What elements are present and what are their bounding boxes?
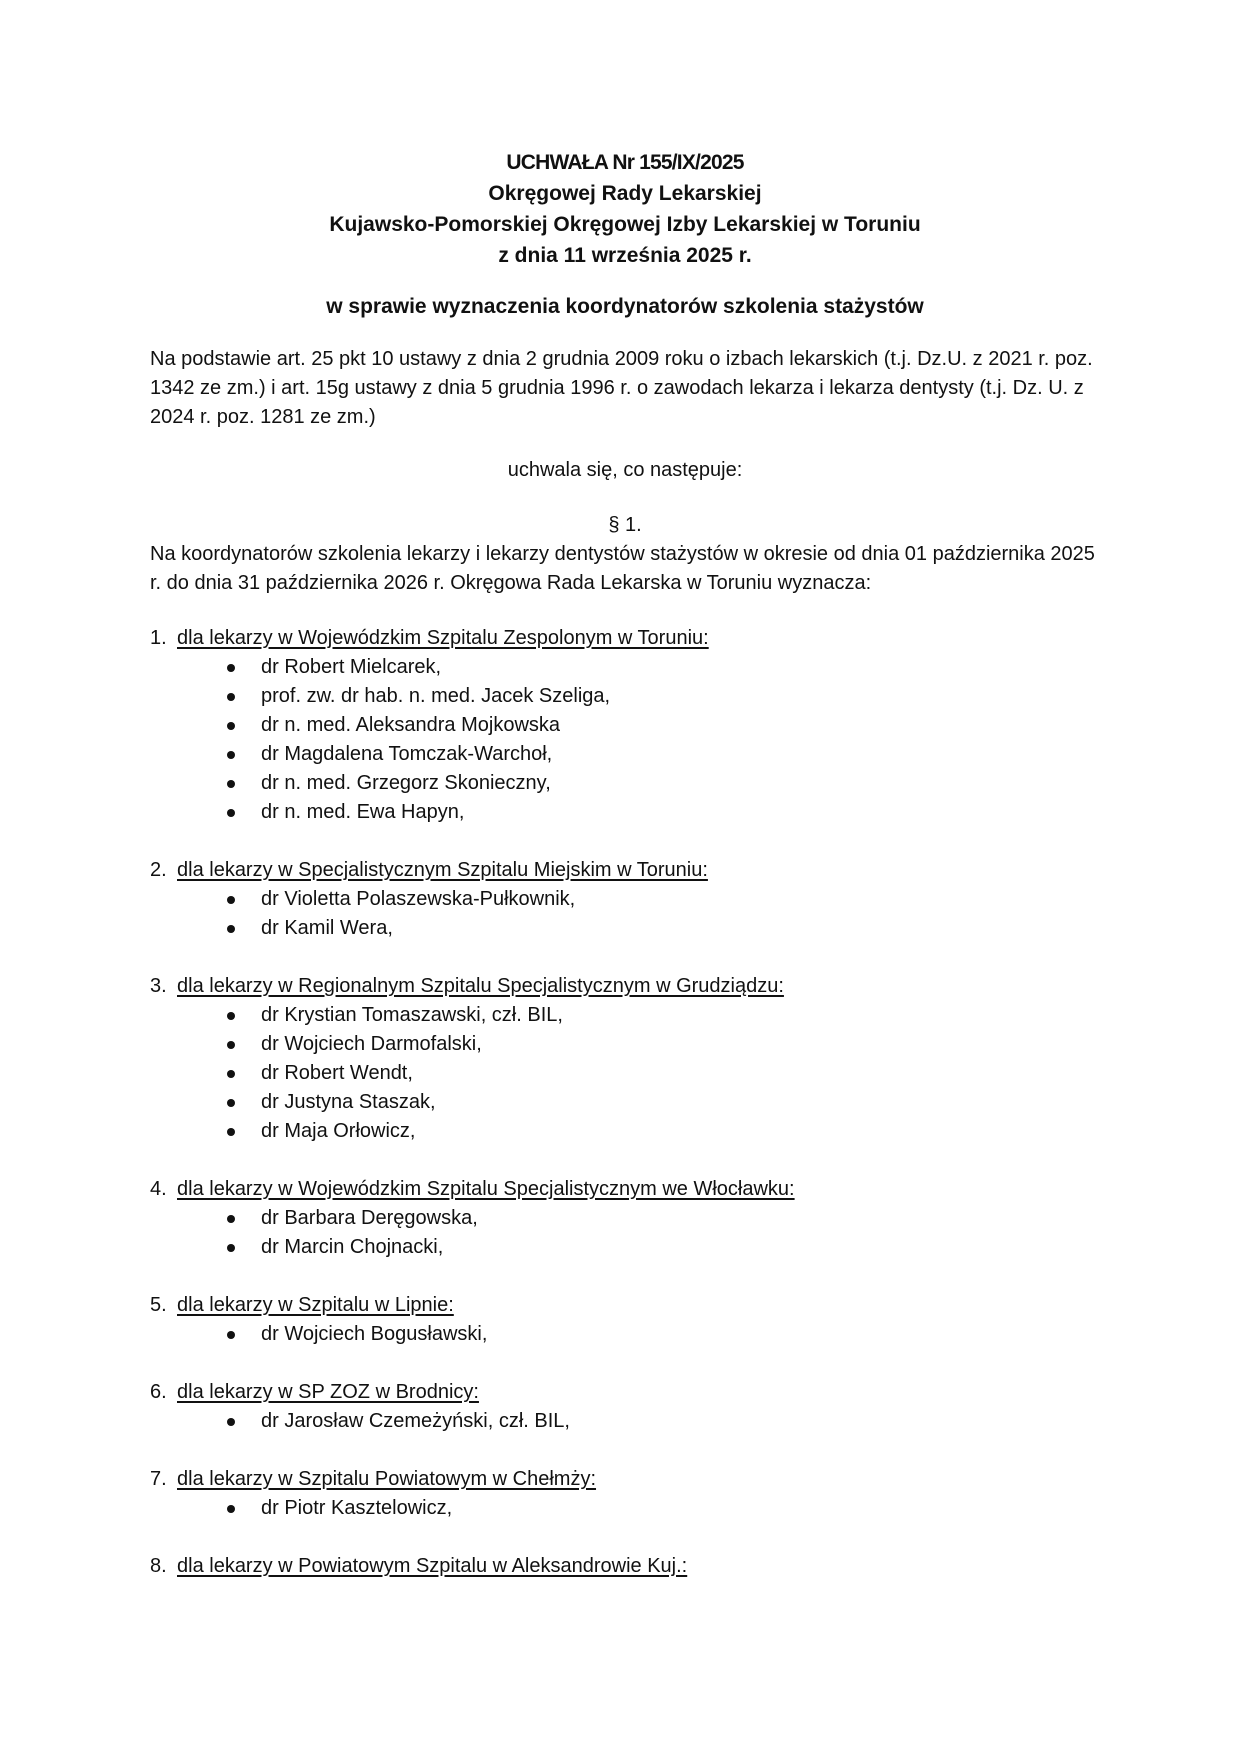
bullet-icon bbox=[227, 693, 235, 701]
coordinator-names bbox=[150, 1320, 1100, 1349]
hospital-label: dla lekarzy w Specjalistycznym Szpitalu Miejskim w Toruniu: bbox=[177, 859, 708, 881]
coordinator-name: dr Piotr Kasztelowicz, bbox=[261, 1497, 453, 1519]
coordinator-name: dr Magdalena Tomczak-Warchoł, bbox=[261, 743, 553, 765]
list-item bbox=[150, 1059, 1100, 1088]
coordinator-names bbox=[150, 885, 1100, 943]
hospital-section bbox=[150, 624, 1100, 827]
list-item bbox=[150, 1204, 1100, 1233]
coordinator-names bbox=[150, 1494, 1100, 1523]
coordinator-names bbox=[150, 653, 1100, 827]
bullet-icon bbox=[227, 722, 235, 730]
list-item bbox=[150, 914, 1100, 943]
section-number: 3. bbox=[150, 975, 167, 997]
coordinator-name: dr Kamil Wera, bbox=[261, 917, 393, 939]
bullet-icon bbox=[227, 1331, 235, 1339]
bullet-icon bbox=[227, 780, 235, 788]
hospital-section bbox=[150, 1291, 1100, 1349]
hospital-label: dla lekarzy w Powiatowym Szpitalu w Aleksandrowie Kuj.: bbox=[177, 1555, 688, 1577]
coordinator-names bbox=[150, 1001, 1100, 1146]
resolves-clause: uchwala się, co następuje: bbox=[507, 459, 743, 481]
list-item bbox=[150, 1117, 1100, 1146]
coordinator-name: dr Krystian Tomaszawski, czł. BIL, bbox=[261, 1004, 563, 1026]
bullet-icon bbox=[227, 1070, 235, 1078]
list-item bbox=[150, 885, 1100, 914]
hospital-section bbox=[150, 1175, 1100, 1262]
hospital-heading bbox=[150, 624, 1100, 653]
bullet-icon bbox=[227, 1012, 235, 1020]
bullet-icon bbox=[227, 751, 235, 759]
hospital-heading bbox=[150, 1291, 1100, 1320]
hospital-label: dla lekarzy w SP ZOZ w Brodnicy: bbox=[177, 1381, 479, 1403]
list-item bbox=[150, 1320, 1100, 1349]
hospital-label: dla lekarzy w Szpitalu Powiatowym w Chełmży: bbox=[177, 1468, 597, 1490]
section-number: 6. bbox=[150, 1381, 167, 1403]
section-number: 1. bbox=[150, 627, 167, 649]
hospital-heading bbox=[150, 856, 1100, 885]
list-item bbox=[150, 711, 1100, 740]
coordinator-names bbox=[150, 1407, 1100, 1436]
bullet-icon bbox=[227, 809, 235, 817]
bullet-icon bbox=[227, 664, 235, 672]
hospital-label: dla lekarzy w Wojewódzkim Szpitalu Specjalistycznym we Włocławku: bbox=[177, 1178, 795, 1200]
coordinator-name: dr n. med. Grzegorz Skonieczny, bbox=[261, 772, 551, 794]
coordinator-name: dr Justyna Staszak, bbox=[261, 1091, 436, 1113]
list-item bbox=[150, 1407, 1100, 1436]
bullet-icon bbox=[227, 1244, 235, 1252]
bullet-icon bbox=[227, 1215, 235, 1223]
section-number: 4. bbox=[150, 1178, 167, 1200]
bullet-icon bbox=[227, 1099, 235, 1107]
coordinator-name: dr Jarosław Czemeżyński, czł. BIL, bbox=[261, 1410, 570, 1432]
resolution-header bbox=[150, 147, 1100, 271]
coordinator-name: dr Robert Mielcarek, bbox=[261, 656, 442, 678]
hospital-label: dla lekarzy w Wojewódzkim Szpitalu Zespolonym w Toruniu: bbox=[177, 627, 709, 649]
chamber-name: Kujawsko-Pomorskiej Okręgowej Izby Lekarskiej w Toruniu bbox=[329, 213, 921, 236]
list-item bbox=[150, 1233, 1100, 1262]
section-number: 2. bbox=[150, 859, 167, 881]
coordinator-name: dr Wojciech Darmofalski, bbox=[261, 1033, 482, 1055]
issuing-body: Okręgowej Rady Lekarskiej bbox=[488, 182, 762, 205]
bullet-icon bbox=[227, 1505, 235, 1513]
hospital-section bbox=[150, 1552, 1100, 1581]
legal-basis: Na podstawie art. 25 pkt 10 ustawy z dnia 2 grudnia 2009 roku o izbach lekarskich (t.j. Dz.U. z 2021 r. poz. 1342 ze zm.) i art. 15g ustawy z dnia 5 grudnia 1996 r. o zawodach lekarza i lekarza dentysty (t.j. Dz. U. z 2024 r. poz. 1281 ze zm.) bbox=[150, 348, 1093, 428]
bullet-icon bbox=[227, 896, 235, 904]
hospital-heading bbox=[150, 1552, 1100, 1581]
coordinator-name: dr n. med. Ewa Hapyn, bbox=[261, 801, 465, 823]
hospital-label: dla lekarzy w Regionalnym Szpitalu Specjalistycznym w Grudziądzu: bbox=[177, 975, 784, 997]
coordinator-name: prof. zw. dr hab. n. med. Jacek Szeliga, bbox=[261, 685, 611, 707]
list-item bbox=[150, 1001, 1100, 1030]
resolution-subject: w sprawie wyznaczenia koordynatorów szkolenia stażystów bbox=[326, 295, 924, 318]
coordinator-name: dr Maja Orłowicz, bbox=[261, 1120, 416, 1142]
hospital-heading bbox=[150, 1378, 1100, 1407]
paragraph-mark: § 1. bbox=[608, 514, 642, 536]
coordinator-name: dr Barbara Deręgowska, bbox=[261, 1207, 478, 1229]
bullet-icon bbox=[227, 1041, 235, 1049]
hospital-label: dla lekarzy w Szpitalu w Lipnie: bbox=[177, 1294, 454, 1316]
list-item bbox=[150, 1030, 1100, 1059]
section-number: 5. bbox=[150, 1294, 167, 1316]
section-number: 7. bbox=[150, 1468, 167, 1490]
hospital-heading bbox=[150, 1465, 1100, 1494]
hospital-section bbox=[150, 1378, 1100, 1436]
hospital-section bbox=[150, 972, 1100, 1146]
list-item bbox=[150, 1088, 1100, 1117]
resolution-number: UCHWAŁA Nr 155/IX/2025 bbox=[506, 151, 744, 174]
list-item bbox=[150, 769, 1100, 798]
coordinator-name: dr Robert Wendt, bbox=[261, 1062, 413, 1084]
hospital-section bbox=[150, 856, 1100, 943]
bullet-icon bbox=[227, 1128, 235, 1136]
list-item bbox=[150, 653, 1100, 682]
paragraph-intro: Na koordynatorów szkolenia lekarzy i lekarzy dentystów stażystów w okresie od dnia 01 października 2025 r. do dnia 31 października 2026 r. Okręgowa Rada Lekarska w Toruniu wyznacza: bbox=[150, 543, 1095, 594]
list-item bbox=[150, 798, 1100, 827]
section-number: 8. bbox=[150, 1555, 167, 1577]
resolution-date: z dnia 11 września 2025 r. bbox=[498, 244, 752, 267]
list-item bbox=[150, 682, 1100, 711]
hospital-heading bbox=[150, 1175, 1100, 1204]
bullet-icon bbox=[227, 925, 235, 933]
coordinator-names bbox=[150, 1204, 1100, 1262]
coordinator-name: dr Violetta Polaszewska-Pułkownik, bbox=[261, 888, 576, 910]
coordinator-name: dr Wojciech Bogusławski, bbox=[261, 1323, 488, 1345]
hospital-heading bbox=[150, 972, 1100, 1001]
coordinator-name: dr n. med. Aleksandra Mojkowska bbox=[261, 714, 561, 736]
hospital-section bbox=[150, 1465, 1100, 1523]
list-item bbox=[150, 740, 1100, 769]
bullet-icon bbox=[227, 1418, 235, 1426]
coordinator-list bbox=[150, 624, 1100, 1581]
coordinator-name: dr Marcin Chojnacki, bbox=[261, 1236, 444, 1258]
list-item bbox=[150, 1494, 1100, 1523]
